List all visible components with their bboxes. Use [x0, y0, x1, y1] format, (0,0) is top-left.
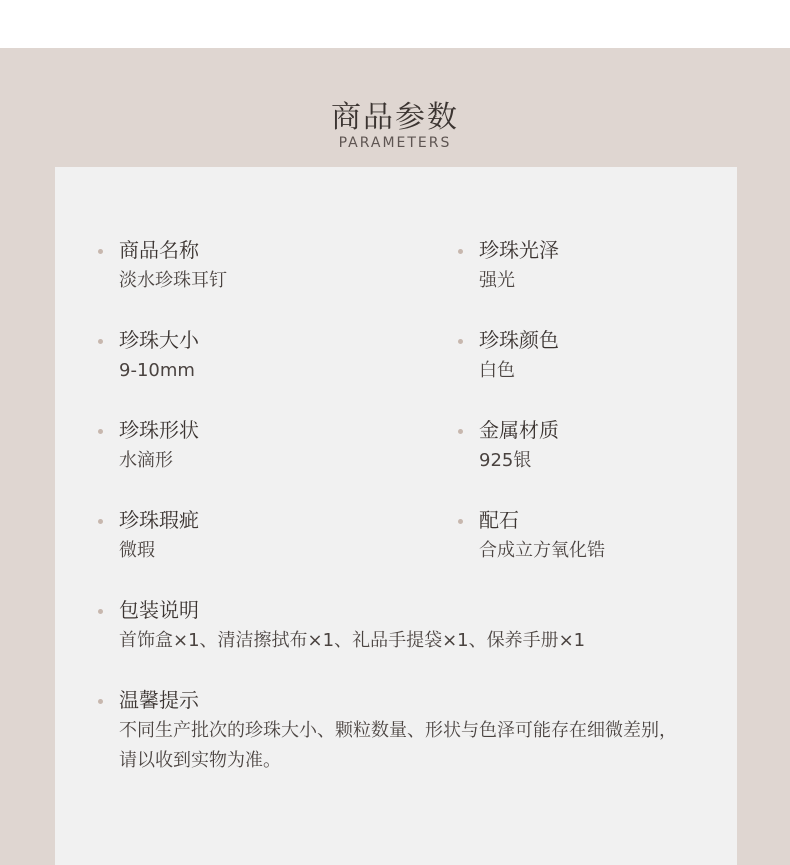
param-value: 水滴形 [119, 450, 173, 471]
param-value: 强光 [479, 270, 515, 291]
param-value: 淡水珍珠耳钉 [119, 270, 227, 291]
top-white-strip [0, 0, 790, 48]
param-label: 珍珠颜色 [479, 328, 559, 352]
bullet-dot-icon [98, 519, 103, 524]
param-value: 925银 [479, 450, 532, 471]
param-value: 合成立方氧化锆 [479, 540, 605, 561]
param-value: 微瑕 [119, 540, 155, 561]
parameters-card [55, 167, 737, 865]
bullet-dot-icon [98, 339, 103, 344]
bullet-dot-icon [98, 429, 103, 434]
param-label: 温馨提示 [119, 688, 199, 712]
param-value: 9-10mm [119, 360, 195, 381]
parameters-section [0, 48, 790, 865]
bullet-dot-icon [98, 249, 103, 254]
param-label: 珍珠大小 [119, 328, 199, 352]
param-label: 包装说明 [119, 598, 199, 622]
param-label: 金属材质 [479, 418, 559, 442]
section-subtitle: PARAMETERS [338, 135, 452, 151]
param-value: 首饰盒×1、清洁擦拭布×1、礼品手提袋×1、保养手册×1 [119, 630, 586, 651]
bullet-dot-icon [98, 609, 103, 614]
param-label: 配石 [479, 508, 519, 532]
section-title: 商品参数 [331, 100, 459, 135]
param-label: 珍珠光泽 [479, 238, 559, 262]
bullet-dot-icon [458, 519, 463, 524]
param-label: 珍珠形状 [119, 418, 199, 442]
param-value: 不同生产批次的珍珠大小、颗粒数量、形状与色泽可能存在细微差别，请以收到实物为准。 [119, 720, 677, 771]
bullet-dot-icon [458, 339, 463, 344]
bullet-dot-icon [98, 699, 103, 704]
param-label: 商品名称 [119, 238, 199, 262]
param-label: 珍珠瑕疵 [119, 508, 199, 532]
bullet-dot-icon [458, 429, 463, 434]
param-value: 白色 [479, 360, 515, 381]
bullet-dot-icon [458, 249, 463, 254]
